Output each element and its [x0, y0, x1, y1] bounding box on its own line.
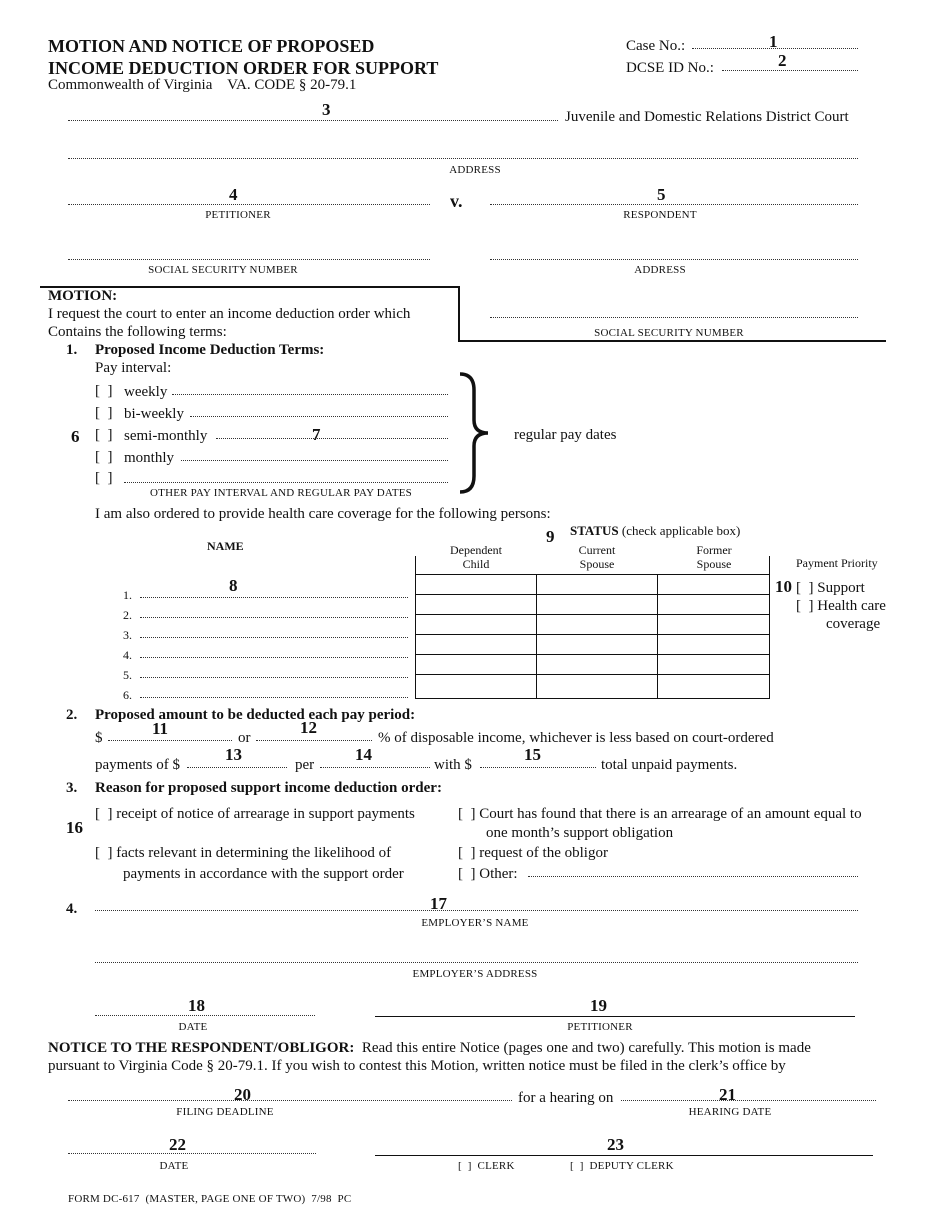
- weekly-label: weekly: [124, 384, 168, 400]
- marker-15: 15: [524, 745, 541, 764]
- marker-23: 23: [607, 1135, 624, 1154]
- semimonthly-label: semi-monthly: [124, 428, 208, 444]
- col-header-former: Former: [696, 543, 732, 557]
- biweekly-checkbox[interactable]: [ ]: [95, 405, 113, 421]
- petitioner-label: PETITIONER: [205, 209, 271, 221]
- item2-number: 2.: [66, 707, 78, 723]
- item4-number: 4.: [66, 901, 78, 917]
- marker-22: 22: [169, 1135, 186, 1154]
- deputy-clerk-checkbox[interactable]: [ ] DEPUTY CLERK: [570, 1160, 674, 1172]
- hearing-date-label: HEARING DATE: [688, 1106, 772, 1118]
- semimonthly-checkbox[interactable]: [ ]: [95, 427, 113, 443]
- dollar-sign: $: [95, 730, 103, 746]
- respondent-ssn-label: SOCIAL SECURITY NUMBER: [594, 327, 744, 339]
- item1-number: 1.: [66, 342, 78, 358]
- name-row-6-field[interactable]: [140, 697, 408, 698]
- marker-11: 11: [152, 719, 169, 738]
- employer-address-field[interactable]: [95, 962, 858, 963]
- versus-label: v.: [450, 191, 463, 211]
- other-interval-checkbox[interactable]: [ ]: [95, 470, 113, 486]
- court-suffix: Juvenile and Domestic Relations District Court: [565, 109, 849, 125]
- marker-20: 20: [234, 1085, 251, 1104]
- percent-field[interactable]: [256, 740, 372, 741]
- biweekly-label: bi-weekly: [124, 406, 184, 422]
- marker-13: 13: [225, 745, 242, 764]
- employer-name-field[interactable]: [95, 910, 858, 911]
- pay-interval-brace: [452, 370, 494, 496]
- form-title-line2: INCOME DEDUCTION ORDER FOR SUPPORT: [48, 58, 439, 78]
- petitioner-ssn-label: SOCIAL SECURITY NUMBER: [148, 264, 298, 276]
- marker-2: 2: [778, 51, 787, 70]
- monthly-field[interactable]: [181, 460, 448, 461]
- reason-other-field[interactable]: [528, 876, 858, 877]
- per-period-field[interactable]: [320, 767, 430, 768]
- name-row-4-field[interactable]: [140, 657, 408, 658]
- with-label: with $: [434, 757, 472, 773]
- name-row-3-field[interactable]: [140, 637, 408, 638]
- court-address-label: ADDRESS: [449, 164, 501, 176]
- status-grid: [414, 556, 772, 701]
- health-coverage-line: I am also ordered to provide health care coverage for the following persons:: [95, 506, 551, 522]
- marker-1: 1: [769, 32, 778, 51]
- motion-line2: Contains the following terms:: [48, 324, 227, 340]
- notice-heading: NOTICE TO THE RESPONDENT/OBLIGOR:: [48, 1040, 355, 1056]
- respondent-address-field[interactable]: [490, 259, 858, 260]
- respondent-address-label: ADDRESS: [634, 264, 686, 276]
- col-header-spouse-former: Spouse: [696, 557, 732, 571]
- item1-heading: Proposed Income Deduction Terms:: [95, 342, 325, 358]
- marker-4: 4: [229, 185, 238, 204]
- row-1-number: 1.: [123, 588, 132, 602]
- marker-9: 9: [546, 527, 555, 546]
- form-title-line1: MOTION AND NOTICE OF PROPOSED: [48, 36, 375, 56]
- motion-date-label: DATE: [178, 1021, 208, 1033]
- other-interval-field[interactable]: [124, 482, 448, 483]
- monthly-checkbox[interactable]: [ ]: [95, 449, 113, 465]
- status-header-rest: (check applicable box): [618, 523, 741, 538]
- motion-heading: MOTION:: [48, 288, 118, 304]
- priority-support-checkbox[interactable]: [ ] Support: [796, 580, 865, 596]
- petitioner-signature-field[interactable]: [375, 1016, 855, 1017]
- item3-heading: Reason for proposed support income deduction order:: [95, 780, 442, 796]
- marker-7: 7: [312, 425, 321, 444]
- marker-8: 8: [229, 576, 238, 595]
- hearing-date-field[interactable]: [621, 1100, 876, 1101]
- monthly-label: monthly: [124, 450, 175, 466]
- form-identifier: FORM DC-617 (MASTER, PAGE ONE OF TWO) 7/98 PC: [68, 1193, 352, 1205]
- semimonthly-field[interactable]: [216, 438, 448, 439]
- notice-text2: pursuant to Virginia Code § 20-79.1. If you wish to contest this Motion, written notice must be filed in the clerk’s office by: [48, 1058, 786, 1074]
- percent-text: % of disposable income, whichever is less based on court-ordered: [378, 730, 774, 746]
- biweekly-field[interactable]: [190, 416, 448, 417]
- clerk-checkbox[interactable]: [ ] CLERK: [458, 1160, 515, 1172]
- name-row-5-field[interactable]: [140, 677, 408, 678]
- notice-date-label: DATE: [159, 1160, 189, 1172]
- row-4-number: 4.: [123, 648, 132, 662]
- respondent-label: RESPONDENT: [623, 209, 697, 221]
- payment-priority-label: Payment Priority: [796, 556, 878, 570]
- other-interval-label: OTHER PAY INTERVAL AND REGULAR PAY DATES: [150, 487, 412, 499]
- clerk-signature-field[interactable]: [375, 1155, 873, 1156]
- amount-field[interactable]: [108, 740, 232, 741]
- respondent-field[interactable]: [490, 204, 858, 205]
- reason-obligor-request[interactable]: [ ] request of the obligor: [458, 845, 608, 861]
- reason-facts-relevant[interactable]: [ ] facts relevant in determining the likelihood of: [95, 845, 392, 861]
- name-row-2-field[interactable]: [140, 617, 408, 618]
- reason-court-found-cont: one month’s support obligation: [486, 825, 674, 841]
- total-unpaid-label: total unpaid payments.: [601, 757, 738, 773]
- notice-paragraph-line1: [48, 1041, 811, 1056]
- payments-of-label: payments of $: [95, 757, 180, 773]
- marker-12: 12: [300, 718, 317, 737]
- reason-other[interactable]: [ ] Other:: [458, 866, 518, 882]
- col-header-spouse-current: Spouse: [579, 557, 615, 571]
- row-2-number: 2.: [123, 608, 132, 622]
- marker-17: 17: [430, 894, 447, 913]
- case-no-label: Case No.:: [626, 38, 686, 54]
- weekly-field[interactable]: [172, 394, 448, 395]
- marker-6: 6: [71, 427, 80, 446]
- reason-arrearage-notice[interactable]: [ ] receipt of notice of arrearage in support payments: [95, 806, 415, 822]
- motion-bottom-rule: [458, 340, 886, 342]
- court-name-field[interactable]: [68, 120, 558, 121]
- notice-text1: Read this entire Notice (pages one and two) carefully. This motion is made: [361, 1040, 811, 1056]
- marker-21: 21: [719, 1085, 736, 1104]
- row-6-number: 6.: [123, 688, 132, 702]
- respondent-ssn-field[interactable]: [490, 317, 858, 318]
- marker-18: 18: [188, 996, 205, 1015]
- form-subtitle: Commonwealth of Virginia VA. CODE § 20-79.1: [48, 77, 357, 93]
- employer-name-label: EMPLOYER’S NAME: [421, 917, 529, 929]
- row-5-number: 5.: [123, 668, 132, 682]
- notice-date-field[interactable]: [68, 1153, 316, 1154]
- payment-amount-field[interactable]: [187, 767, 287, 768]
- marker-5: 5: [657, 185, 666, 204]
- marker-19: 19: [590, 996, 607, 1015]
- weekly-checkbox[interactable]: [ ]: [95, 383, 113, 399]
- item2-heading: Proposed amount to be deducted each pay period:: [95, 707, 416, 723]
- court-address-field[interactable]: [68, 158, 858, 159]
- motion-date-field[interactable]: [95, 1015, 315, 1016]
- filing-deadline-field[interactable]: [68, 1100, 512, 1101]
- dcse-id-field[interactable]: [722, 70, 858, 71]
- reason-facts-relevant-cont: payments in accordance with the support order: [123, 866, 404, 882]
- priority-health-checkbox[interactable]: [ ] Health care: [796, 598, 886, 614]
- motion-line1: I request the court to enter an income deduction order which: [48, 306, 411, 322]
- marker-16: 16: [66, 818, 83, 837]
- col-header-current: Current: [578, 543, 616, 557]
- pay-interval-label: Pay interval:: [95, 360, 172, 376]
- employer-address-label: EMPLOYER’S ADDRESS: [412, 968, 538, 980]
- unpaid-amount-field[interactable]: [480, 767, 596, 768]
- filing-deadline-label: FILING DEADLINE: [176, 1106, 274, 1118]
- regular-pay-dates-label: regular pay dates: [514, 427, 617, 443]
- marker-3: 3: [322, 100, 331, 119]
- row-3-number: 3.: [123, 628, 132, 642]
- petitioner-signature-label: PETITIONER: [567, 1021, 633, 1033]
- name-column-header: NAME: [207, 539, 244, 553]
- petitioner-field[interactable]: [68, 204, 430, 205]
- for-hearing-label: for a hearing on: [518, 1090, 614, 1106]
- item3-number: 3.: [66, 780, 78, 796]
- petitioner-ssn-field[interactable]: [68, 259, 430, 260]
- name-row-1-field[interactable]: [140, 597, 408, 598]
- status-header-bold: STATUS: [570, 523, 619, 538]
- dcse-id-label: DCSE ID No.:: [626, 60, 714, 76]
- priority-health-coverage-label: coverage: [826, 616, 881, 632]
- marker-10: 10: [775, 577, 792, 596]
- col-header-dependent: Dependent: [450, 543, 502, 557]
- reason-court-found[interactable]: [ ] Court has found that there is an arrearage of an amount equal to: [458, 806, 862, 822]
- col-header-child: Child: [462, 557, 490, 571]
- or-label: or: [238, 730, 251, 746]
- status-header: [570, 523, 740, 539]
- marker-14: 14: [355, 745, 372, 764]
- motion-right-rule: [458, 286, 460, 342]
- per-label: per: [295, 757, 315, 773]
